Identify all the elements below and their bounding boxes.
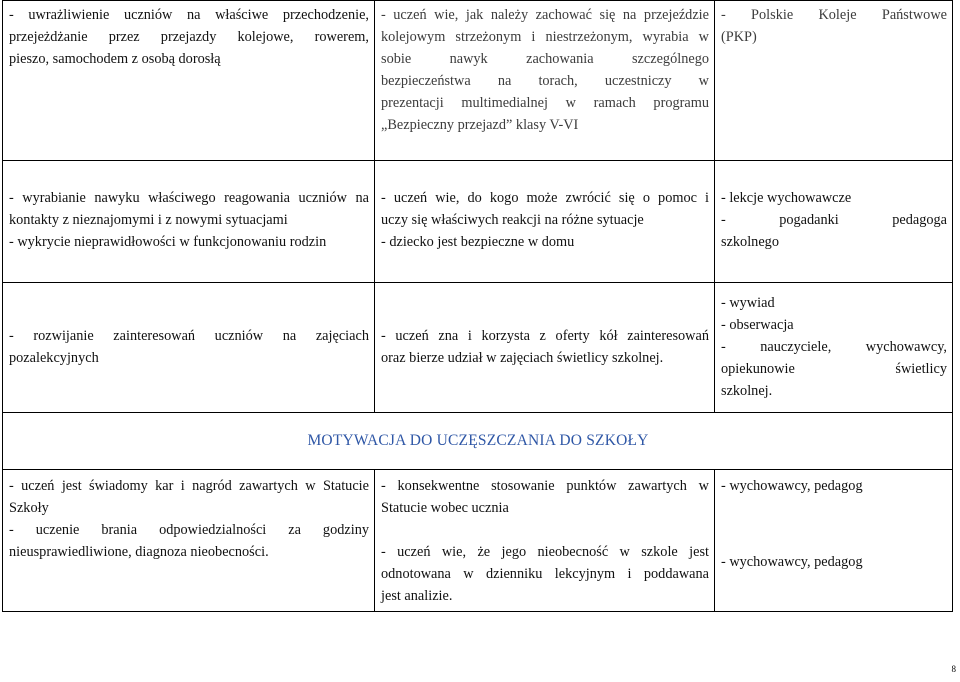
text-line: - pogadanki pedagoga — [721, 212, 947, 228]
text-line: Szkoły — [9, 500, 49, 516]
text-line: - uczeń wie, jak należy zachować się na przejeździe — [381, 7, 709, 23]
table-row — [3, 161, 953, 283]
text-line: kontakty z nieznajomymi i z nowymi sytuacjami — [9, 212, 288, 228]
text-line: - nauczyciele, wychowawcy, — [721, 339, 947, 355]
cell-outcome — [375, 470, 715, 612]
cell-method — [715, 470, 953, 612]
text-line: prezentacji multimedialnej w ramach programu — [381, 95, 709, 111]
text-line: - obserwacja — [721, 317, 794, 333]
text-line: nieusprawiedliwione, diagnoza nieobecności. — [9, 544, 269, 560]
text-line: uczy się właściwych reakcji na różne sytuacje — [381, 212, 644, 228]
cell-outcome — [375, 161, 715, 283]
text-line: - uczeń wie, że jego nieobecność w szkole jest — [381, 544, 709, 560]
text-line: bezpieczeństwa na torach, uczestniczy w — [381, 73, 709, 89]
text-line — [721, 519, 947, 541]
cell-goal — [3, 283, 375, 413]
text-line: odnotowana w dzienniku lekcyjnym i poddawana — [381, 566, 709, 582]
text-line: - wyrabianie nawyku właściwego reagowania uczniów na — [9, 190, 369, 206]
text-line — [721, 497, 947, 519]
text-line: - uczeń wie, do kogo może zwrócić się o pomoc i — [381, 190, 709, 206]
text-line: szkolnej. — [721, 383, 773, 399]
cell-outcome — [375, 283, 715, 413]
text-line: - konsekwentne stosowanie punktów zawartych w — [381, 478, 709, 494]
text-line: opiekunowie świetlicy — [721, 361, 947, 377]
text-line: Statucie wobec ucznia — [381, 500, 509, 516]
cell-goal — [3, 1, 375, 161]
table-row — [3, 1, 953, 161]
text-line: pieszo, samochodem z osobą dorosłą — [9, 51, 221, 67]
text-line: - uczeń jest świadomy kar i nagród zawartych w Statucie — [9, 478, 369, 494]
table-row — [3, 470, 953, 612]
section-heading: MOTYWACJA DO UCZĘSZCZANIA DO SZKOŁY — [3, 413, 953, 470]
text-line: - uczenie brania odpowiedzialności za godziny — [9, 522, 369, 538]
cell-goal — [3, 161, 375, 283]
cell-method — [715, 283, 953, 413]
text-line: - lekcje wychowawcze — [721, 190, 852, 206]
text-line: kolejowym strzeżonym i niestrzeżonym, wyrabia w — [381, 29, 709, 45]
cell-goal — [3, 470, 375, 612]
text-line: (PKP) — [721, 29, 757, 45]
text-line: przejeżdżanie przez przejazdy kolejowe, rowerem, — [9, 29, 369, 45]
text-line: - dziecko jest bezpieczne w domu — [381, 234, 575, 250]
text-line: pozalekcyjnych — [9, 350, 99, 366]
table-row — [3, 283, 953, 413]
text-line: - wychowawcy, pedagog — [721, 554, 863, 570]
text-line — [381, 519, 709, 541]
text-line: sobie nawyk zachowania szczególnego — [381, 51, 709, 67]
text-line: - uwrażliwienie uczniów na właściwe przechodzenie, — [9, 7, 369, 23]
text-line: - wychowawcy, pedagog — [721, 478, 863, 494]
text-line: „Bezpieczny przejazd” klasy V-VI — [381, 117, 579, 133]
text-line: - wywiad — [721, 295, 775, 311]
cell-outcome — [375, 1, 715, 161]
text-line: szkolnego — [721, 234, 779, 250]
text-line: - wykrycie nieprawidłowości w funkcjonowaniu rodzin — [9, 234, 327, 250]
text-line — [721, 541, 947, 551]
text-line: oraz bierze udział w zajęciach świetlicy szkolnej. — [381, 350, 664, 366]
text-line: - Polskie Koleje Państwowe — [721, 7, 947, 23]
page-number: 8 — [951, 664, 956, 674]
text-line: jest analizie. — [381, 588, 453, 604]
cell-method — [715, 1, 953, 161]
plan-table — [2, 0, 953, 612]
cell-method — [715, 161, 953, 283]
section-heading-row — [3, 413, 953, 470]
text-line: - uczeń zna i korzysta z oferty kół zainteresowań — [381, 328, 709, 344]
text-line: - rozwijanie zainteresowań uczniów na zajęciach — [9, 328, 369, 344]
